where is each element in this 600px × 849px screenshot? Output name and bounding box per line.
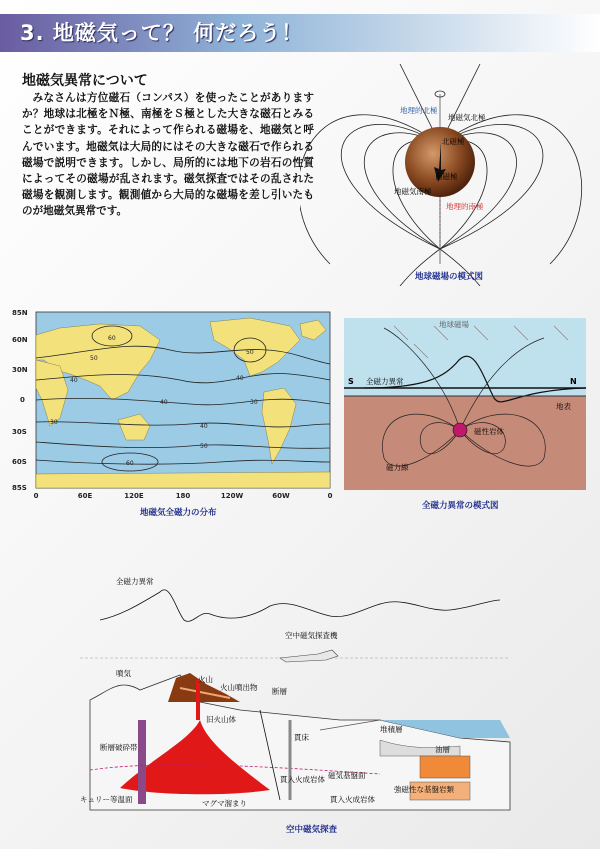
label-survey-anomaly: 全磁力異常 — [116, 577, 154, 586]
label-intrusive-1: 貫入火成岩体 — [280, 775, 325, 784]
lat-tick: 60S — [12, 458, 27, 466]
anomaly-model-diagram — [344, 318, 600, 518]
caption-anomaly-model: 全磁力異常の模式図 — [422, 501, 499, 511]
lat-tick: 85S — [12, 484, 27, 492]
lon-tick: 60W — [272, 492, 290, 500]
label-basement-rock: 強磁性な基盤岩類 — [394, 785, 454, 794]
lon-tick: 0 — [327, 492, 333, 500]
label-n: N — [570, 377, 577, 386]
lat-tick: 30S — [12, 428, 27, 436]
label-sediment: 堆積層 — [380, 725, 403, 734]
label-ejecta: 火山噴出物 — [220, 683, 258, 692]
label-aircraft: 空中磁気探査機 — [285, 631, 338, 640]
contour-label: 60 — [126, 460, 134, 467]
contour-label: 40 — [160, 399, 168, 406]
oil-layer — [420, 756, 470, 778]
label-mag-north: 地磁気北極 — [448, 113, 486, 122]
contour-label: 40 — [70, 377, 78, 384]
label-oil: 油層 — [435, 745, 450, 754]
contour-label: 50 — [90, 355, 98, 362]
lon-tick: 180 — [175, 492, 191, 500]
contour-label: 40 — [236, 375, 244, 382]
world-magnetic-map — [0, 300, 336, 522]
lat-tick: 0 — [20, 396, 25, 404]
label-magnetic-rock: 磁性岩体 — [474, 427, 504, 436]
contour-label: 50 — [246, 349, 254, 356]
label-mag-south: 地磁気南極 — [394, 187, 432, 196]
label-s-pole: 南磁極 — [435, 172, 458, 181]
label-intrusive-2: 貫入火成岩体 — [330, 795, 375, 804]
aircraft-icon — [280, 650, 338, 662]
caption-survey: 空中磁気探査 — [286, 825, 338, 835]
label-magma: マグマ溜まり — [202, 799, 247, 808]
lat-ticks — [12, 309, 28, 492]
contour-label: 30 — [250, 399, 258, 406]
label-field-lines: 磁力線 — [386, 463, 409, 472]
label-sill: 貫床 — [294, 733, 309, 742]
label-s: S — [348, 377, 354, 386]
lat-tick: 85N — [12, 309, 28, 317]
label-geo-north: 地理的北極 — [400, 106, 438, 115]
label-surface: 地表 — [556, 402, 571, 411]
intro-paragraph: みなさんは方位磁石（コンパス）を使ったことがありますか？地球は北極をＮ極、南極をＳ極とした大きな磁石とみることができます。それによって作られる磁場を、地磁気と呼んでいます。地磁気は大局的にはその大きな磁石で作られる磁場で説明できます。しかし、局所的には地下の岩石の性質によってその磁場が乱されます。磁気探査ではその乱された磁場を観測します。観測値から大局的な磁場を差し引いたものが地磁気異常です。 — [22, 92, 314, 218]
section-heading: 地磁気異常について — [22, 73, 148, 89]
contour-label: 40 — [200, 423, 208, 430]
airborne-survey-diagram — [80, 570, 600, 842]
label-magnetic-basement: 磁気基盤面 — [328, 771, 366, 780]
page-title: 3. 地磁気って？ 何だろう！ — [20, 21, 304, 45]
label-volcano: 火山 — [198, 675, 213, 684]
label-geo-south: 地理的南極 — [446, 202, 484, 211]
fracture-zone-column — [138, 720, 146, 804]
lon-ticks — [34, 492, 333, 500]
caption-world-map: 地磁気全磁力の分布 — [140, 508, 217, 518]
lon-tick: 120E — [124, 492, 144, 500]
contour-label: 50 — [200, 443, 208, 450]
survey-anomaly-curve — [100, 590, 500, 621]
lon-tick: 120W — [220, 492, 244, 500]
lon-tick: 0 — [33, 492, 39, 500]
caption-earth-field: 地球磁場の模式図 — [415, 272, 484, 282]
model-ground — [344, 396, 586, 490]
label-geomag: 地球磁場 — [439, 320, 469, 329]
label-n-pole: 北磁極 — [442, 137, 465, 146]
label-old-volcano: 旧火山体 — [206, 715, 236, 724]
lon-tick: 60E — [77, 492, 93, 500]
lat-tick: 60N — [12, 336, 28, 344]
label-fracture-zone: 断層破砕帯 — [100, 743, 138, 752]
label-total-anomaly: 全磁力異常 — [366, 377, 404, 386]
label-fault: 断層 — [272, 687, 287, 696]
earth-field-diagram — [300, 64, 600, 286]
contour-label: 30 — [50, 419, 58, 426]
contour-label: 60 — [108, 335, 116, 342]
magnetic-rock — [453, 423, 467, 437]
label-fumarole: 噴気 — [116, 669, 131, 678]
lat-tick: 30N — [12, 366, 28, 374]
label-curie: キュリー等温面 — [80, 795, 133, 804]
